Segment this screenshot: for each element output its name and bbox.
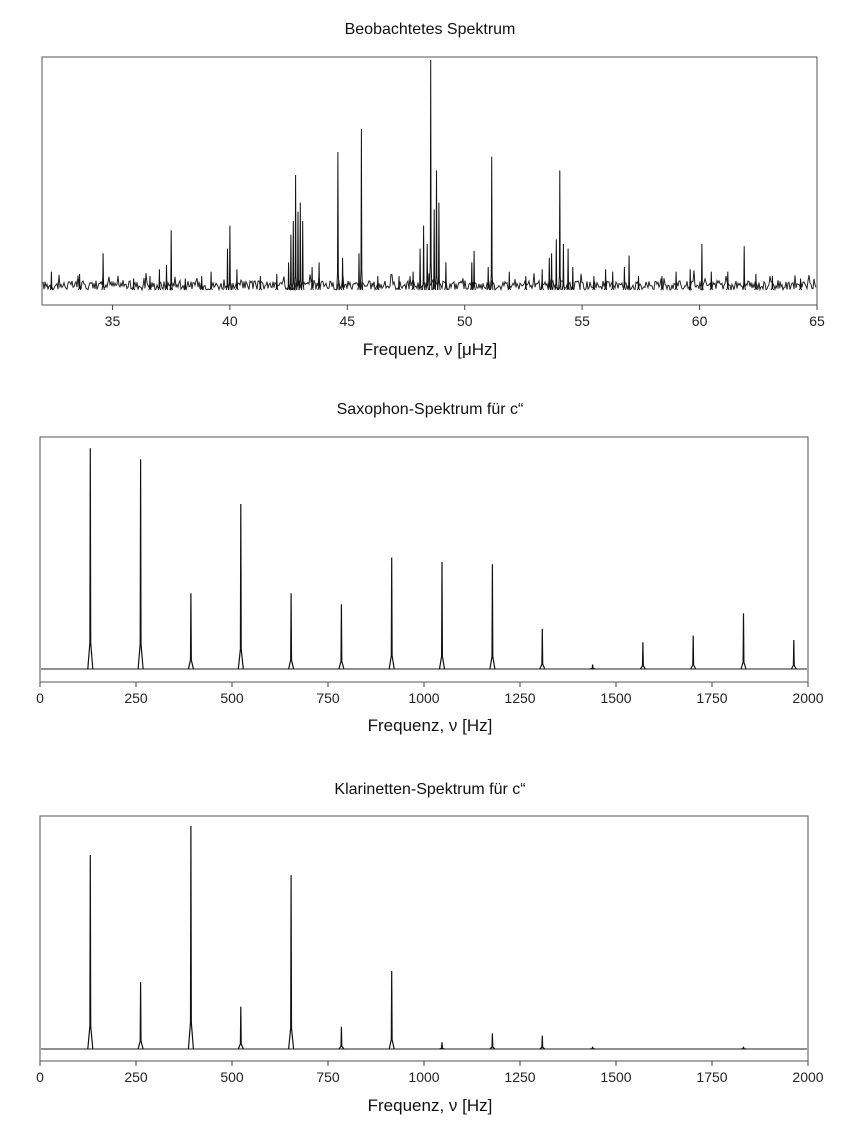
- x-tick-label: 1750: [696, 1069, 728, 1085]
- x-tick-label: 1500: [600, 690, 632, 706]
- x-tick-label: 500: [220, 1069, 244, 1085]
- chart-title: Beobachtetes Spektrum: [344, 21, 516, 38]
- x-tick-label: 750: [316, 1069, 340, 1085]
- spectrum-peak: [490, 1033, 495, 1049]
- x-tick-label: 55: [574, 313, 590, 329]
- x-tick-label: 2000: [792, 1069, 824, 1085]
- x-tick-label: 40: [222, 313, 238, 329]
- x-tick-label: 500: [220, 690, 244, 706]
- x-tick-label: 1500: [600, 1069, 632, 1085]
- x-tick-label: 0: [36, 1069, 44, 1085]
- x-tick-label: 0: [36, 690, 44, 706]
- spectrum-peak: [188, 826, 193, 1049]
- x-tick-label: 50: [456, 313, 473, 329]
- spectrum-peak: [590, 1047, 595, 1049]
- spectrum-peak: [88, 855, 93, 1049]
- spectrum-peak: [289, 875, 294, 1049]
- x-tick-label: 35: [104, 313, 121, 329]
- x-tick-label: 250: [124, 1069, 148, 1085]
- spectrum-peak: [389, 971, 394, 1049]
- x-tick-label: 1250: [504, 1069, 536, 1085]
- plot-frame: [40, 816, 808, 1061]
- x-tick-label: 65: [809, 313, 825, 329]
- x-tick-label: 1000: [408, 1069, 440, 1085]
- chart-title: Saxophon-Spektrum für c“: [336, 401, 524, 418]
- spectrum-peak: [540, 1036, 545, 1049]
- chart-title: Klarinetten-Spektrum für c“: [334, 781, 526, 798]
- spectrum-peak: [238, 1007, 243, 1049]
- x-axis-label: Frequenz, ν [Hz]: [367, 716, 493, 735]
- x-tick-label: 60: [691, 313, 708, 329]
- spectrum-peak: [440, 1042, 445, 1049]
- x-tick-label: 1250: [504, 690, 536, 706]
- x-axis-label: Frequenz, ν [μHz]: [362, 340, 498, 359]
- x-tick-label: 45: [339, 313, 356, 329]
- x-tick-label: 250: [124, 690, 148, 706]
- x-tick-label: 750: [316, 690, 340, 706]
- x-tick-label: 2000: [792, 690, 824, 706]
- spectrum-peak: [741, 1047, 746, 1049]
- spectrum-peak: [138, 982, 143, 1049]
- x-tick-label: 1750: [696, 690, 728, 706]
- spectrum-peak: [339, 1027, 344, 1049]
- x-tick-label: 1000: [408, 690, 440, 706]
- x-axis-label: Frequenz, ν [Hz]: [367, 1096, 493, 1115]
